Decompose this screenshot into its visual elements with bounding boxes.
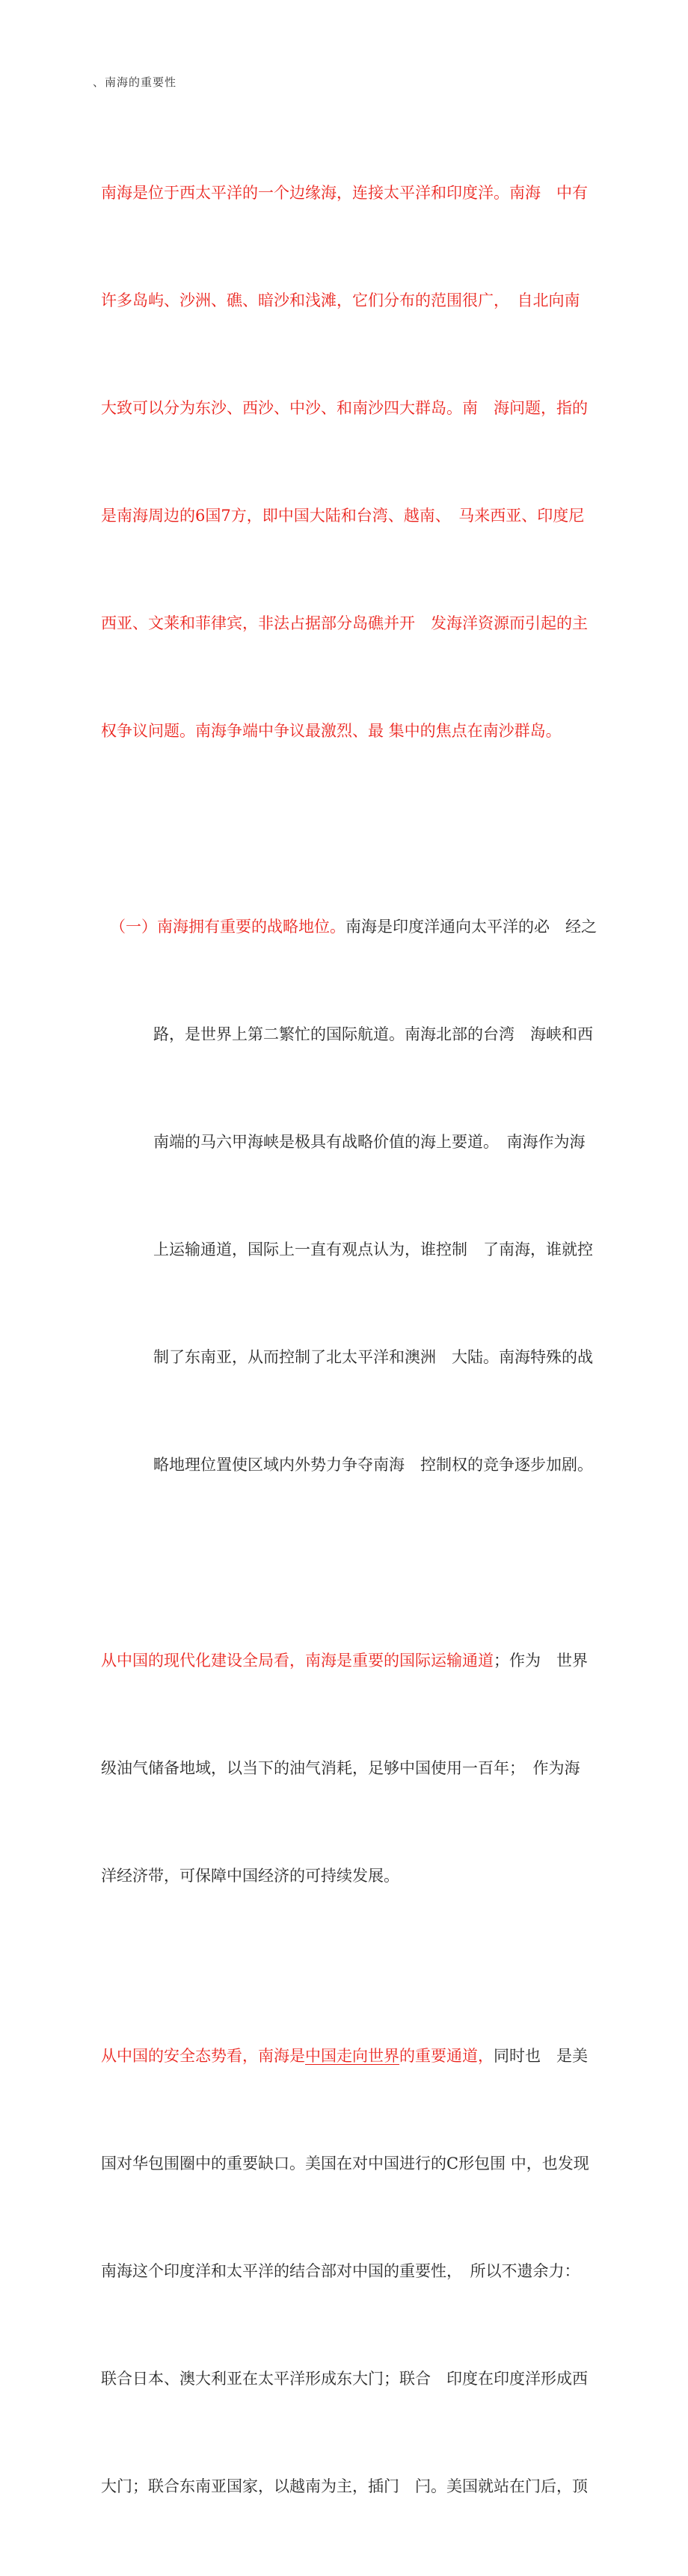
text-line: 南海这个印度洋和太平洋的结合部对中国的重要性， 所以不遗余力： xyxy=(101,2262,580,2280)
text-run-red: 的重要通道， xyxy=(399,2047,494,2065)
text-line xyxy=(101,1643,688,1678)
text-line: 路，是世界上第二繁忙的国际航道。南海北部的台湾 海峡和西 xyxy=(153,1025,593,1043)
paragraph-modernization-view xyxy=(101,1571,688,1965)
text-line xyxy=(101,2038,688,2074)
text-line: 联合日本、澳大利亚在太平洋形成东大门；联合 印度在印度洋形成西 xyxy=(101,2370,588,2388)
text-line: 是南海周边的6国7方，即中国大陆和台湾、越南、 马来西亚、印度尼 xyxy=(101,507,585,525)
text-line: 权争议问题。南海争端中争议最激烈、最 集中的焦点在南沙群岛。 xyxy=(101,722,562,740)
paragraph-security-view xyxy=(101,1966,688,2576)
text-line: 洋经济带，可保障中国经济的可持续发展。 xyxy=(101,1867,399,1885)
text-line: 级油气储备地域，以当下的油气消耗，足够中国使用一百年； 作为海 xyxy=(101,1759,580,1777)
text-line: 制了东南亚，从而控制了北太平洋和澳洲 大陆。南海特殊的战 xyxy=(153,1348,593,1366)
text-line: 略地理位置使区域内外势力争夺南海 控制权的竞争逐步加剧。 xyxy=(153,1456,593,1474)
text-run: ；作为 世界 xyxy=(494,1652,588,1670)
paragraph-strategic-position xyxy=(110,837,688,1554)
text-run: 南海是印度洋通向太平洋的必 经之 xyxy=(345,918,597,936)
section-marker-lead: （一）南海拥有重要的战略地位。 xyxy=(110,918,345,936)
text-run-red: 从中国的现代化建设全局看，南海是重要的国际运输通道 xyxy=(101,1652,494,1670)
text-line xyxy=(110,909,688,945)
text-run-red: 从中国的安全态势看，南海是 xyxy=(101,2047,305,2065)
text-line: 西亚、文莱和菲律宾，非法占据部分岛礁并开 发海洋资源而引起的主 xyxy=(101,614,588,632)
text-line: 许多岛屿、沙洲、礁、暗沙和浅滩，它们分布的范围很广， 自北向南 xyxy=(101,291,580,309)
paragraph-south-china-sea-overview xyxy=(101,103,688,821)
text-line: 南端的马六甲海峡是极具有战略价值的海上要道。 南海作为海 xyxy=(153,1133,586,1151)
underlined-phrase: 中国走向世界 xyxy=(305,2047,399,2065)
text-line: 南海是位于西太平洋的一个边缘海，连接太平洋和印度洋。南海 中有 xyxy=(101,184,588,202)
text-line: 上运输通道，国际上一直有观点认为，谁控制 了南海，谁就控 xyxy=(153,1241,593,1258)
text-run: 同时也 是美 xyxy=(494,2047,588,2065)
text-line: 大致可以分为东沙、西沙、中沙、和南沙四大群岛。南 海问题，指的 xyxy=(101,399,588,417)
document-title: 、南海的重要性 xyxy=(93,75,177,89)
text-line: 大门；联合东南亚国家，以越南为主，插门 闩。美国就站在门后，顶 xyxy=(101,2477,588,2495)
text-line: 国对华包围圈中的重要缺口。美国在对中国进行的C形包围 中，也发现 xyxy=(101,2155,589,2172)
